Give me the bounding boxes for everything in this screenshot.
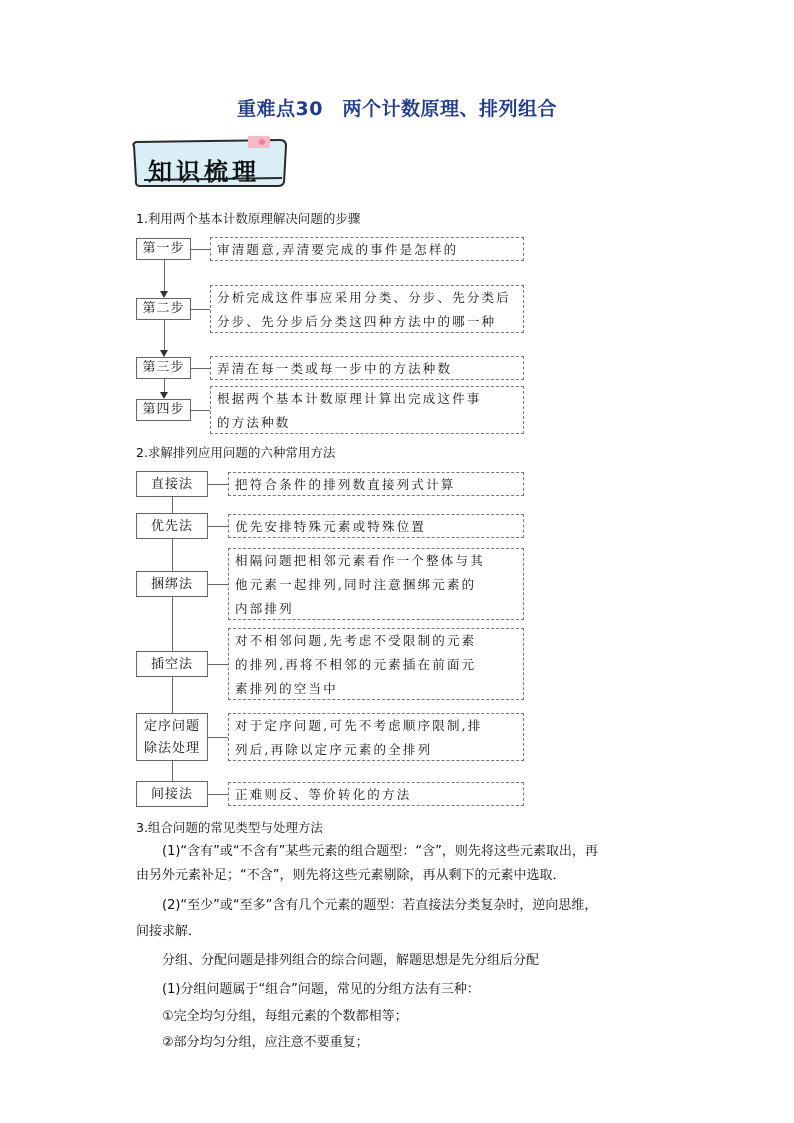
- step-description: [210, 285, 524, 333]
- method-label: [136, 651, 208, 677]
- step-label: 第一步: [136, 238, 191, 260]
- paragraph-1-cont: 由另外元素补足；“不含”，则先将这些元素剔除，再从剩下的元素中选取．: [136, 868, 566, 883]
- method-description: [228, 713, 524, 761]
- page-title: 重难点30 两个计数原理、排列组合: [237, 98, 557, 120]
- step-label: 第三步: [136, 357, 191, 379]
- connector-line: [208, 737, 228, 738]
- text-line: 优先安排特殊元素或特殊位置: [235, 519, 427, 534]
- banner-title: 知识梳理: [148, 157, 260, 186]
- flow-line: [164, 379, 165, 392]
- step-label: 第四步: [136, 399, 191, 421]
- connector-line: [208, 526, 228, 527]
- method-description: [228, 472, 524, 496]
- method-description: [228, 514, 524, 538]
- connector-line: [208, 584, 228, 585]
- section3-heading: 3.组合问题的常见类型与处理方法: [136, 820, 323, 835]
- step-label: 第二步: [136, 298, 191, 320]
- paragraph-6: ②部分均匀分组，应注意不要重复；: [162, 1035, 369, 1050]
- step-description: [210, 356, 524, 380]
- step-description: [210, 237, 524, 261]
- step-description: [210, 386, 524, 434]
- text-line: 分析完成这件事应采用分类、分步、先分类后: [217, 290, 512, 305]
- arrow-down-icon: [160, 291, 168, 298]
- text-line: 列后,再除以定序元素的全排列: [235, 742, 433, 757]
- label-line: 间接法: [150, 787, 193, 802]
- text-line: 他元素一起排列,同时注意捆绑元素的: [235, 577, 477, 592]
- arrow-down-icon: [160, 350, 168, 357]
- method-label: [136, 471, 208, 497]
- section2-heading: 2.求解排列应用问题的六种常用方法: [136, 445, 336, 460]
- paragraph-4: (1)分组问题属于“组合”问题，常见的分组方法有三种：: [162, 982, 480, 997]
- label-line: 插空法: [150, 657, 193, 672]
- paragraph-2-cont: 间接求解．: [136, 924, 202, 939]
- label-line: 除法处理: [143, 741, 200, 756]
- arrow-down-icon: [160, 392, 168, 399]
- label-line: 捆绑法: [150, 577, 193, 592]
- connector-line: [208, 484, 228, 485]
- method-label: [136, 571, 208, 597]
- text-line: 根据两个基本计数原理计算出完成这件事: [217, 391, 482, 406]
- method-description: [228, 628, 524, 700]
- connector-line: [191, 410, 210, 411]
- label-line: 定序问题: [143, 719, 200, 734]
- flow-line: [164, 260, 165, 291]
- method-label: [136, 713, 208, 761]
- connector-line: [191, 368, 210, 369]
- connector-line: [208, 794, 228, 795]
- label-line: 直接法: [150, 477, 193, 492]
- connector-line: [208, 664, 228, 665]
- method-description: [228, 782, 524, 806]
- text-line: 的方法种数: [217, 415, 291, 430]
- text-line: 把符合条件的排列数直接列式计算: [235, 477, 456, 492]
- method-label: [136, 513, 208, 539]
- connector-line: [191, 249, 210, 250]
- text-line: 审清题意,弄清要完成的事件是怎样的: [217, 242, 459, 257]
- paragraph-3: 分组、分配问题是排列组合的综合问题，解题思想是先分组后分配: [162, 953, 540, 968]
- paragraph-2: (2)“至少”或“至多”含有几个元素的题型：若直接法分类复杂时，逆向思维，: [162, 898, 598, 913]
- method-label: [136, 781, 208, 807]
- text-line: 相隔问题把相邻元素看作一个整体与其: [235, 553, 485, 568]
- text-line: 的排列,再将不相邻的元素插在前面元: [235, 657, 477, 672]
- text-line: 对于定序问题,可先不考虑顺序限制,排: [235, 718, 483, 733]
- method-description: [228, 548, 524, 620]
- connector-line: [191, 309, 210, 310]
- label-line: 优先法: [150, 519, 193, 534]
- paragraph-5: ①完全均匀分组，每组元素的个数都相等；: [162, 1009, 408, 1024]
- paragraph-1: (1)“含有”或“不含有”某些元素的组合题型：“含”，则先将这些元素取出，再: [162, 844, 598, 859]
- text-line: 对不相邻问题,先考虑不受限制的元素: [235, 633, 477, 648]
- text-line: 内部排列: [235, 601, 294, 616]
- flow-line: [164, 320, 165, 350]
- text-line: 正难则反、等价转化的方法: [235, 787, 412, 802]
- text-line: 分步、先分步后分类这四种方法中的哪一种: [217, 314, 497, 329]
- text-line: 弄清在每一类或每一步中的方法种数: [217, 361, 453, 376]
- section1-heading: 1.利用两个基本计数原理解决问题的步骤: [136, 211, 361, 226]
- text-line: 素排列的空当中: [235, 681, 338, 696]
